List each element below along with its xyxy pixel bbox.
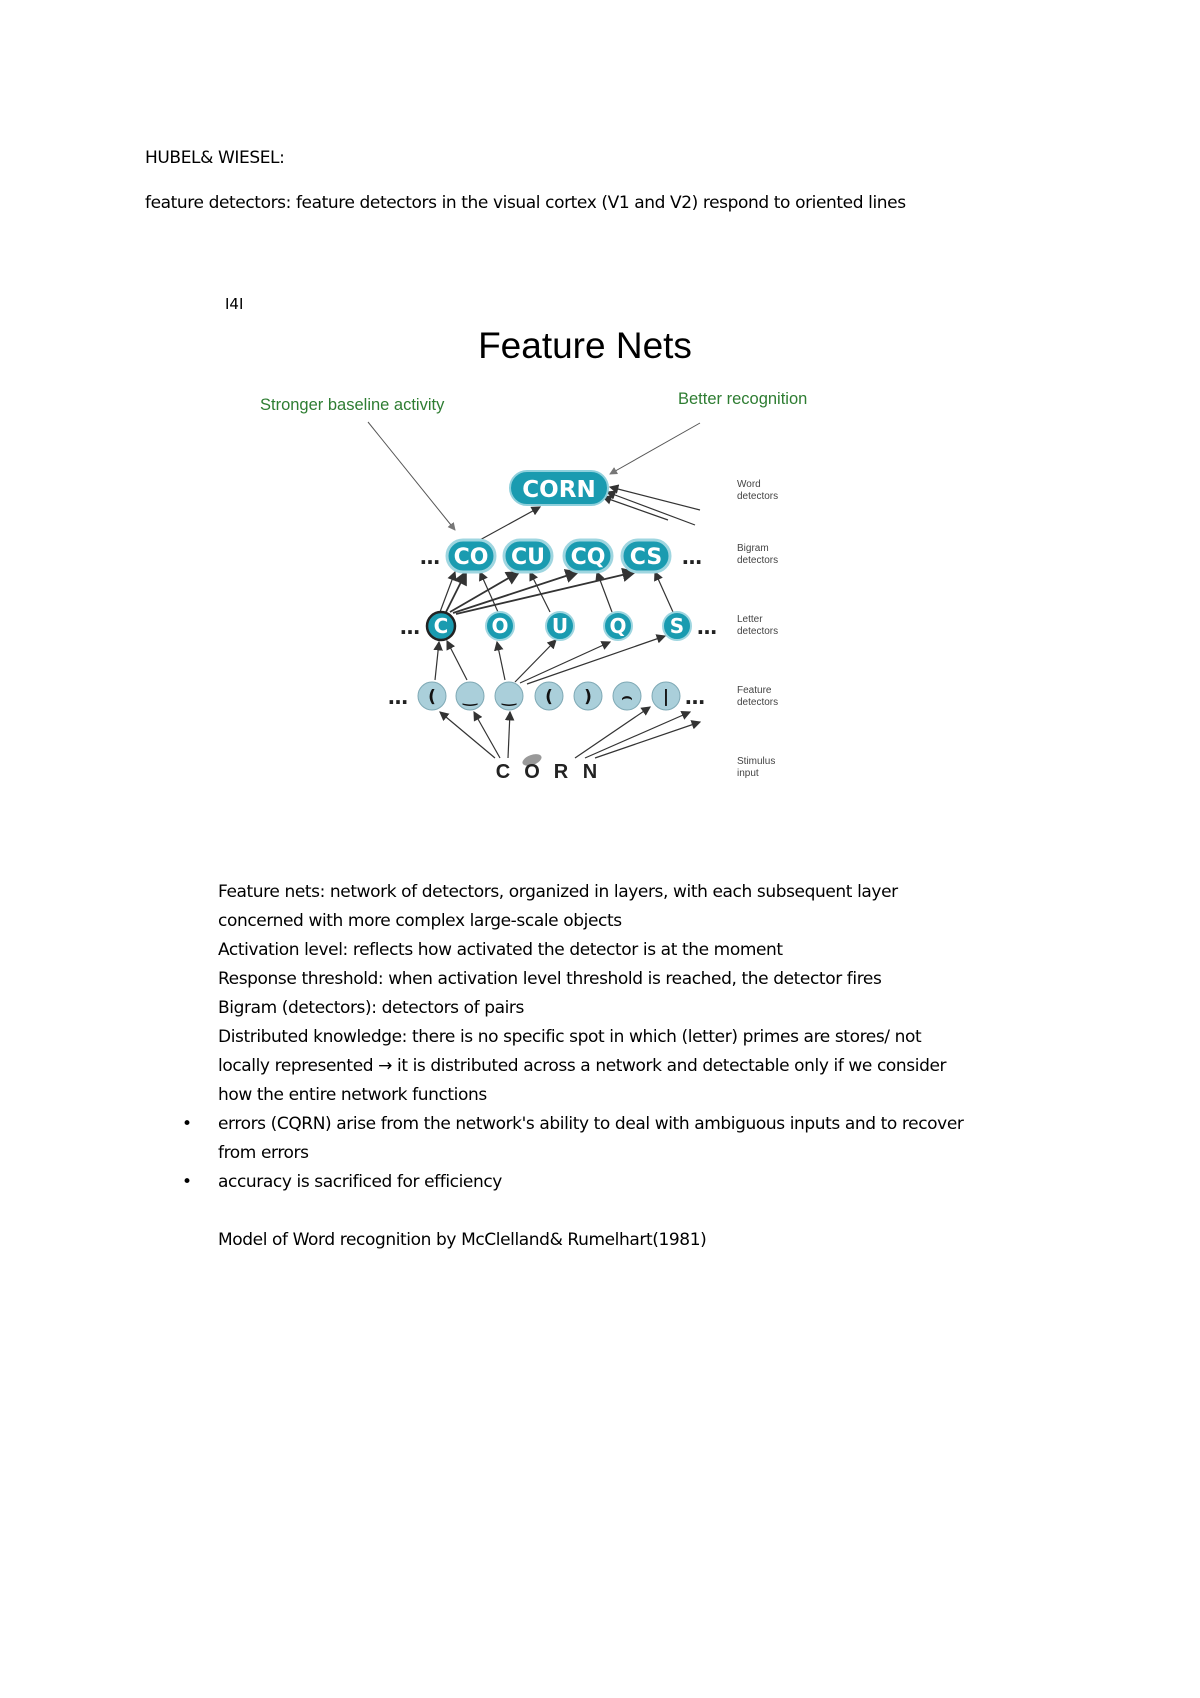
connection <box>585 712 690 758</box>
annotation-arrow-right <box>610 423 700 474</box>
connection <box>603 497 668 520</box>
svg-text:): ) <box>584 687 592 707</box>
svg-text:Word: Word <box>737 479 761 490</box>
feature-node <box>613 682 641 710</box>
layer-label-word <box>737 479 778 502</box>
connection <box>508 712 510 758</box>
bigram-node-cq <box>564 540 612 572</box>
layer-label-feature <box>737 685 778 708</box>
connection <box>478 507 540 541</box>
svg-text:Bigram: Bigram <box>737 543 769 554</box>
body-line: concerned with more complex large-scale objects <box>218 911 622 931</box>
stimulus-letter: R <box>553 761 569 783</box>
ellipsis: … <box>685 685 705 709</box>
bullet-item <box>182 1168 963 1197</box>
svg-text:‿: ‿ <box>462 687 478 707</box>
svg-text:detectors: detectors <box>737 555 779 566</box>
svg-text:detectors: detectors <box>737 697 779 708</box>
svg-text:⌢: ⌢ <box>621 687 633 707</box>
svg-text:‿: ‿ <box>501 687 517 707</box>
svg-text:U: U <box>551 614 569 638</box>
bigram-node-cu <box>504 540 552 572</box>
ellipsis: … <box>420 545 440 569</box>
bullet-continuation: from errors <box>218 1143 309 1163</box>
ellipsis: … <box>682 545 702 569</box>
letter-node-c <box>427 612 455 640</box>
connection <box>435 642 439 680</box>
bigram-detectors <box>447 540 670 572</box>
model-reference: Model of Word recognition by McClelland& Rumelhart(1981) <box>218 1230 707 1250</box>
feature-node <box>652 682 680 710</box>
svg-text:Feature: Feature <box>737 685 772 696</box>
body-line: Response threshold: when activation level threshold is reached, the detector fires <box>218 969 882 989</box>
layer-label-letter <box>737 614 778 637</box>
letter-node-u <box>546 612 574 640</box>
feature-node <box>574 682 602 710</box>
svg-text:CORN: CORN <box>522 477 596 503</box>
intro-line: feature detectors: feature detectors in the visual cortex (V1 and V2) respond to oriented lines <box>145 193 906 213</box>
svg-text:O: O <box>491 614 509 638</box>
connection <box>453 572 578 613</box>
bullet-item <box>182 1110 964 1139</box>
feature-node <box>495 682 523 710</box>
connection <box>527 636 665 684</box>
bigram-node-cs <box>622 540 670 572</box>
svg-text:Q: Q <box>609 614 627 638</box>
svg-text:Stimulus: Stimulus <box>737 756 776 767</box>
feature-detectors <box>418 682 680 710</box>
layer-label-stimulus <box>737 756 775 779</box>
connection <box>497 642 505 680</box>
layer-labels <box>737 479 778 779</box>
svg-text:Letter: Letter <box>737 614 763 625</box>
svg-text:S: S <box>669 614 685 638</box>
page-heading: HUBEL& WIESEL: <box>145 148 285 168</box>
svg-text:CS: CS <box>629 545 663 570</box>
page-marker: I4I <box>225 295 244 313</box>
annotation-stronger-baseline: Stronger baseline activity <box>260 396 445 414</box>
svg-text:C: C <box>433 614 449 638</box>
feature-node <box>418 682 446 710</box>
stimulus-letter: N <box>582 761 598 783</box>
body-line: Bigram (detectors): detectors of pairs <box>218 998 524 1018</box>
bullet-marker: • <box>182 1114 192 1134</box>
feature-net-figure <box>0 0 1200 800</box>
stimulus-letter: C <box>495 761 511 783</box>
bigram-node-co <box>447 540 495 572</box>
annotation-better-recognition: Better recognition <box>678 390 808 408</box>
connection <box>447 641 467 680</box>
svg-text:input: input <box>737 768 759 779</box>
svg-text:CU: CU <box>510 545 546 570</box>
bullet-text: accuracy is sacrificed for efficiency <box>218 1172 502 1192</box>
svg-text:detectors: detectors <box>737 491 779 502</box>
svg-text:detectors: detectors <box>737 626 779 637</box>
body-line: how the entire network functions <box>218 1085 487 1105</box>
ellipsis: … <box>400 615 420 639</box>
connection <box>595 722 700 758</box>
ellipsis: … <box>697 615 717 639</box>
body-line: Feature nets: network of detectors, organized in layers, with each subsequent layer <box>218 882 898 902</box>
letter-detectors <box>427 612 691 640</box>
feature-node <box>456 682 484 710</box>
stimulus-letter: O <box>524 761 540 783</box>
connection <box>655 572 673 612</box>
annotation-arrow-left <box>368 422 455 530</box>
letter-node-s <box>663 612 691 640</box>
feature-node <box>535 682 563 710</box>
bullet-text: errors (CQRN) arise from the network's ability to deal with ambiguous inputs and to recover <box>218 1114 964 1134</box>
connection <box>450 572 519 612</box>
stimulus-input <box>496 752 597 783</box>
svg-text:(: ( <box>545 687 553 707</box>
body-line: Distributed knowledge: there is no specific spot in which (letter) primes are stores/ not <box>218 1027 922 1047</box>
word-detector-corn <box>510 471 608 505</box>
bullet-marker: • <box>182 1172 192 1192</box>
connection <box>575 707 650 758</box>
svg-text:|: | <box>662 687 670 707</box>
body-text <box>182 878 964 1255</box>
letter-node-q <box>604 612 632 640</box>
body-line: Activation level: reflects how activated the detector is at the moment <box>218 940 783 960</box>
figure-title: Feature Nets <box>478 325 692 366</box>
connection <box>440 572 455 612</box>
layer-label-bigram <box>737 543 778 566</box>
body-line: locally represented → it is distributed across a network and detectable only if we consider <box>218 1056 947 1076</box>
connection <box>446 572 466 612</box>
letter-node-o <box>486 612 514 640</box>
svg-text:(: ( <box>428 687 436 707</box>
svg-text:CO: CO <box>453 545 489 570</box>
svg-text:CQ: CQ <box>570 545 606 570</box>
ellipsis: … <box>388 685 408 709</box>
